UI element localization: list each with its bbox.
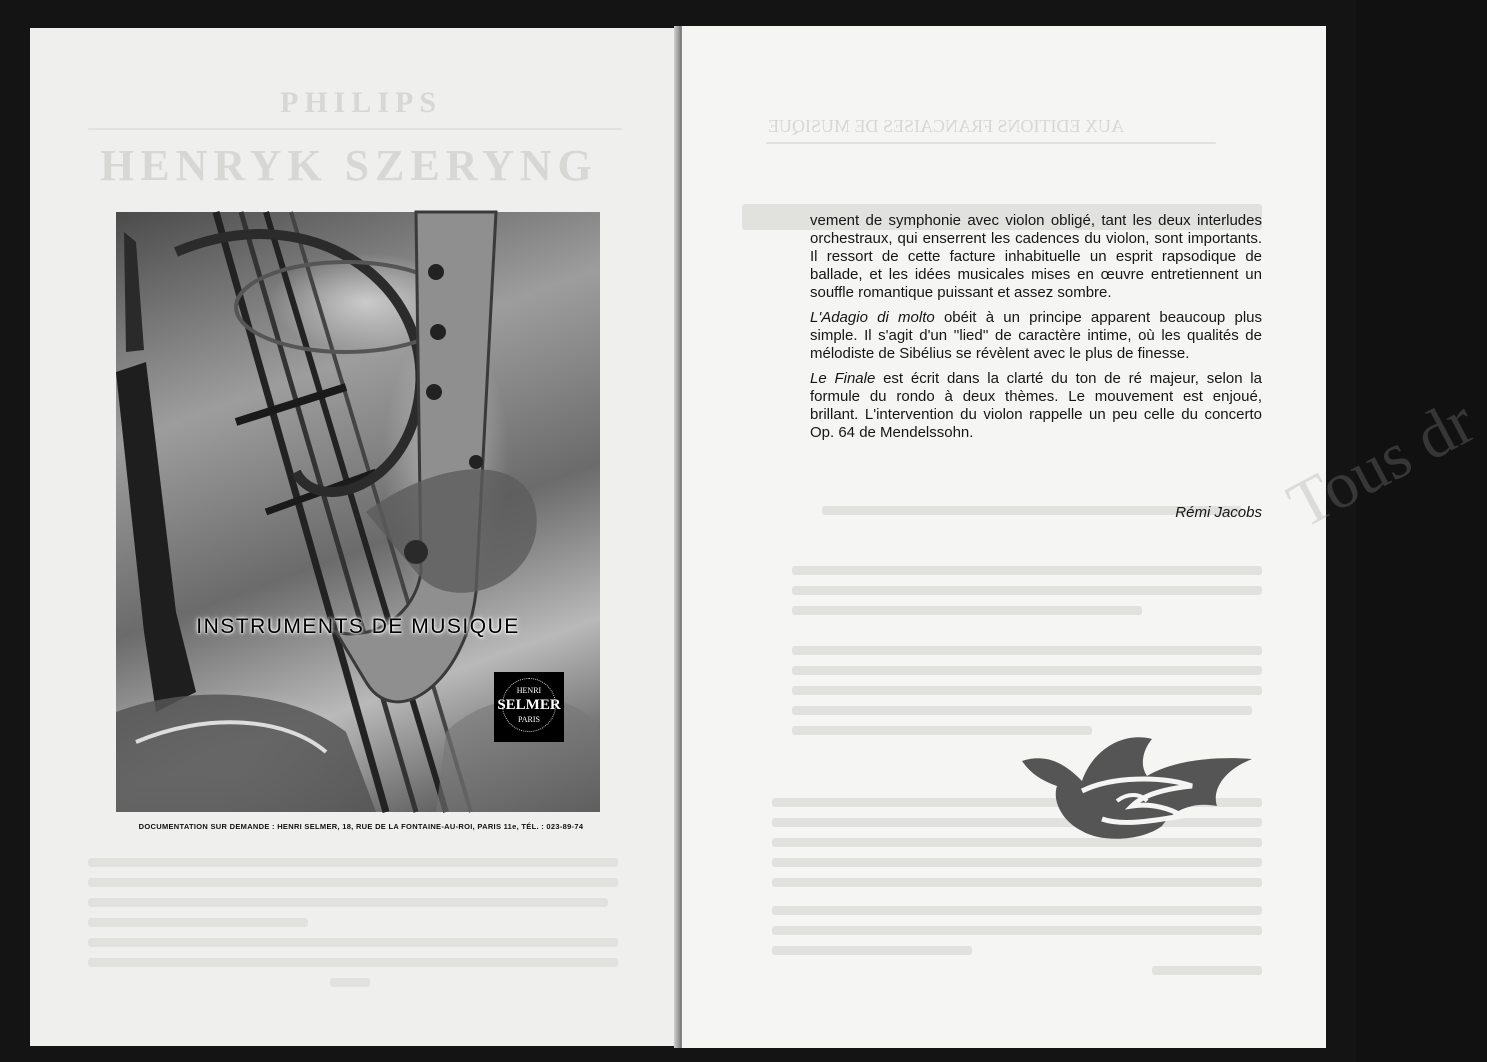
paragraph-3-rest: est écrit dans la clarté du ton de ré majeur, selon la formule du rondo à deux thèmes. Le mouvement est enjoué, brillant. L'intervention du violon rappelle un peu celle du concerto Op. 64 de Mendelssohn. (810, 370, 1262, 441)
ghost-text-line (792, 706, 1252, 715)
selmer-logo (494, 672, 564, 742)
ghost-text-line (792, 646, 1262, 655)
ghost-text-line (330, 978, 370, 987)
sax-key (426, 384, 442, 400)
ghost-text-line (792, 666, 1262, 675)
ghost-text-line (772, 926, 1262, 935)
paragraph-3-lead: Le Finale (810, 370, 876, 387)
paragraph-2-rest: obéit à un principe apparent beaucoup plus simple. Il s'agit d'un ''lied'' de caractère intime, où les qualités de mélodiste de Sibélius se révèlent avec le plus de finesse. (810, 309, 1262, 362)
ghost-text-line (88, 958, 618, 967)
sax-key (469, 455, 483, 469)
logo-henri: HENRI (516, 686, 542, 695)
clarinet-top-shape (124, 232, 144, 352)
bird-emblem-icon (1022, 731, 1252, 846)
ad-footer: DOCUMENTATION SUR DEMANDE : HENRI SELMER, 18, RUE DE LA FONTAINE-AU-ROI, PARIS 11e, TÉL. : 023-89-74 (138, 822, 584, 831)
instruments-photo (116, 212, 600, 812)
clarinet-shape (116, 362, 196, 712)
paragraph-1: vement de symphonie avec violon obligé, tant les deux interludes orchestraux, qui enserrent les cadences du violon, sont importants. Il ressort de cette facture inhabituelle un esprit rapsodique de ballade, et les idées musicales mises en œuvre entretiennent un souffle romantique puissant et assez sombre. (810, 212, 1262, 301)
ghost-text-line (88, 898, 608, 907)
paragraph-3 (810, 370, 1262, 442)
ghost-top-text: PHILIPS (280, 86, 443, 119)
right-page (682, 26, 1487, 1048)
ghost-rule (766, 142, 1216, 144)
sax-key (428, 264, 444, 280)
ghost-text-line (88, 938, 618, 947)
ghost-text-line (772, 946, 972, 955)
ghost-header: AUX EDITIONS FRANCAISES DE MUSIQUE (768, 116, 1125, 136)
ghost-text-line (772, 906, 1262, 915)
watermark: Tous dr (1276, 384, 1487, 543)
ghost-text-line (772, 858, 1262, 867)
ghost-text-line (88, 918, 308, 927)
tuba-shape (116, 695, 376, 812)
ghost-text-line (88, 878, 618, 887)
ghost-text-line (792, 606, 1142, 615)
author-signature: Rémi Jacobs (1175, 504, 1262, 521)
ghost-text-line (772, 878, 1262, 887)
ghost-heading: HENRYK SZERYNG (100, 141, 598, 190)
paragraph-2 (810, 309, 1262, 363)
left-page (30, 28, 678, 1046)
ad-title: INSTRUMENTS DE MUSIQUE (196, 615, 520, 638)
logo-paris: PARIS (518, 715, 540, 724)
ghost-text-line (792, 686, 1262, 695)
trombone-bell (176, 234, 420, 492)
ghost-text-line (792, 586, 1262, 595)
logo-selmer: SELMER (497, 697, 561, 713)
article-text (810, 212, 1262, 449)
ghost-text-line (1152, 966, 1262, 975)
ghost-text-line (88, 858, 618, 867)
ghost-text-line (792, 566, 1262, 575)
ghost-rule (88, 128, 622, 130)
sax-key (404, 540, 428, 564)
sax-key (430, 324, 446, 340)
saxophone-bow (366, 469, 537, 593)
paragraph-2-lead: L'Adagio di molto (810, 309, 935, 326)
